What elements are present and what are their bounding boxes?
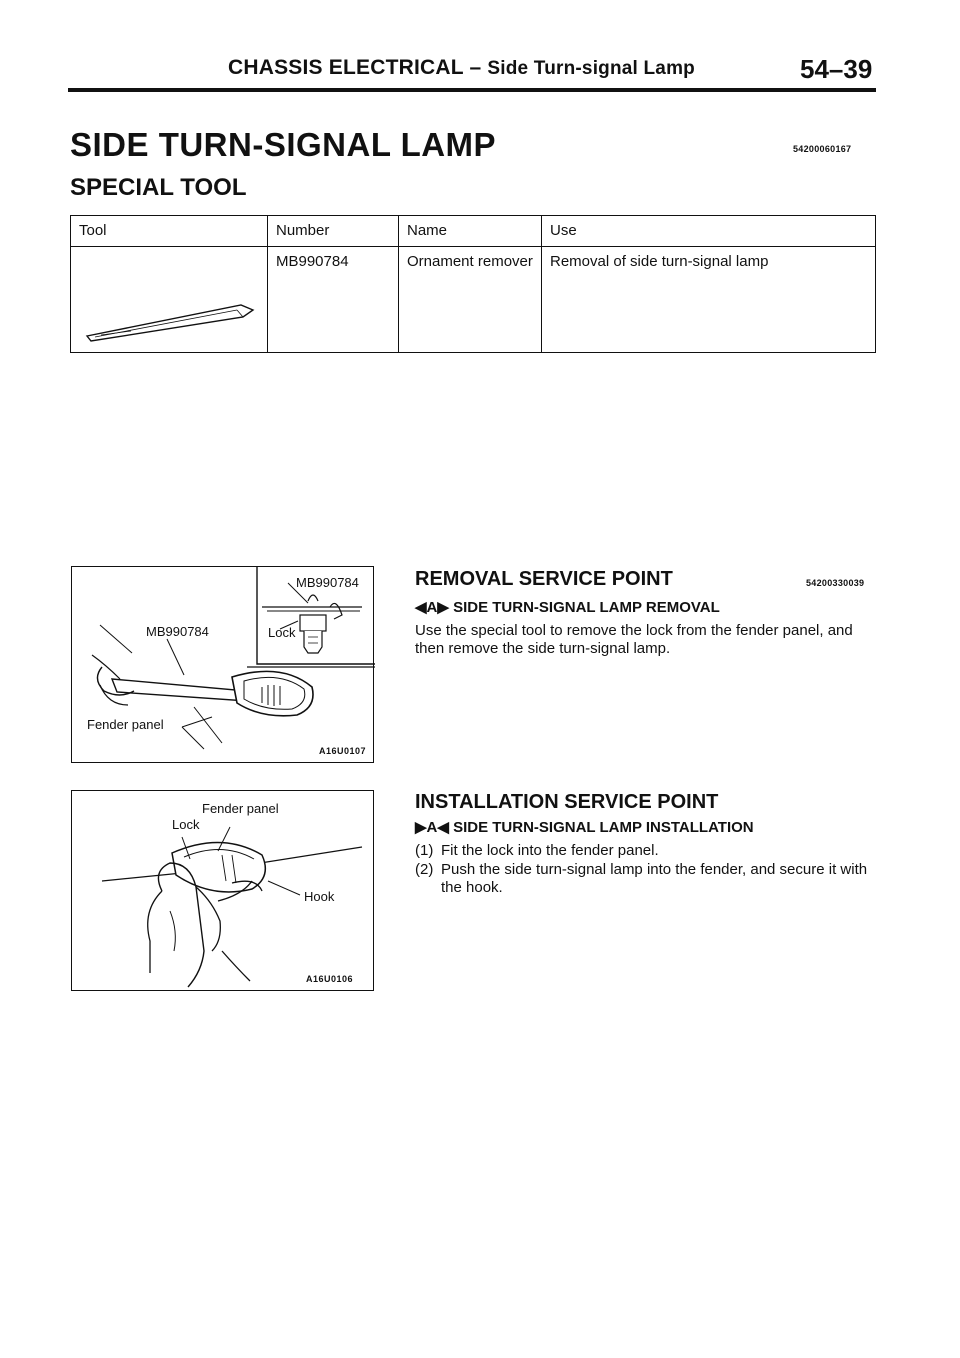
tool-number-cell: MB990784	[268, 247, 399, 353]
step-number: (2)	[415, 861, 434, 878]
removal-heading-code: 54200330039	[806, 578, 865, 588]
label-fender-panel: Fender panel	[202, 801, 279, 816]
header-rule	[68, 88, 876, 92]
removal-marker: ◀A▶	[415, 599, 449, 616]
installation-figure	[71, 790, 374, 991]
installation-heading: INSTALLATION SERVICE POINT	[415, 791, 719, 813]
header-subsection-title: Side Turn-signal Lamp	[487, 58, 695, 79]
column-header-name: Name	[399, 216, 542, 247]
column-header-tool: Tool	[71, 216, 268, 247]
page-title: SIDE TURN-SIGNAL LAMP	[70, 126, 497, 163]
tool-illustration-cell	[71, 247, 268, 353]
label-hook: Hook	[304, 889, 335, 904]
special-tool-table	[70, 215, 876, 353]
removal-illustration	[72, 567, 375, 764]
label-lock: Lock	[268, 625, 296, 640]
label-fender-panel: Fender panel	[87, 717, 164, 732]
step-text: Push the side turn-signal lamp into the fender, and secure it with the hook.	[441, 861, 868, 896]
column-header-number: Number	[268, 216, 399, 247]
column-header-use: Use	[542, 216, 876, 247]
page-number: 54–39	[800, 54, 873, 84]
removal-heading: REMOVAL SERVICE POINT	[415, 568, 673, 590]
step-text: Fit the lock into the fender panel.	[441, 842, 659, 859]
installation-subheading-row	[415, 818, 754, 836]
table-header-row	[71, 216, 876, 247]
ornament-remover-illustration	[71, 247, 261, 351]
figure-code: A16U0106	[306, 974, 354, 984]
label-tool-number-left: MB990784	[146, 624, 209, 639]
removal-subheading-row	[415, 598, 720, 616]
removal-subheading: SIDE TURN-SIGNAL LAMP REMOVAL	[453, 599, 720, 616]
removal-figure	[71, 566, 374, 763]
special-tool-heading: SPECIAL TOOL	[70, 174, 247, 201]
figure-code: A16U0107	[319, 746, 367, 756]
page-title-code: 54200060167	[793, 144, 852, 154]
removal-body-text: Use the special tool to remove the lock from the fender panel, and then remove the side turn-signal lamp.	[415, 622, 853, 657]
installation-subheading: SIDE TURN-SIGNAL LAMP INSTALLATION	[453, 819, 754, 836]
tool-name-cell: Ornament remover	[399, 247, 542, 353]
tool-use-cell: Removal of side turn-signal lamp	[542, 247, 876, 353]
label-tool-number-top: MB990784	[296, 575, 359, 590]
label-lock: Lock	[172, 817, 200, 832]
header-separator: –	[469, 56, 482, 79]
installation-marker: ▶A◀	[415, 819, 449, 836]
installation-step-2	[415, 861, 877, 897]
table-row	[71, 247, 876, 353]
installation-step-1	[415, 842, 877, 860]
header-section-title: CHASSIS ELECTRICAL	[228, 56, 464, 79]
step-number: (1)	[415, 842, 434, 859]
running-header	[228, 56, 695, 80]
